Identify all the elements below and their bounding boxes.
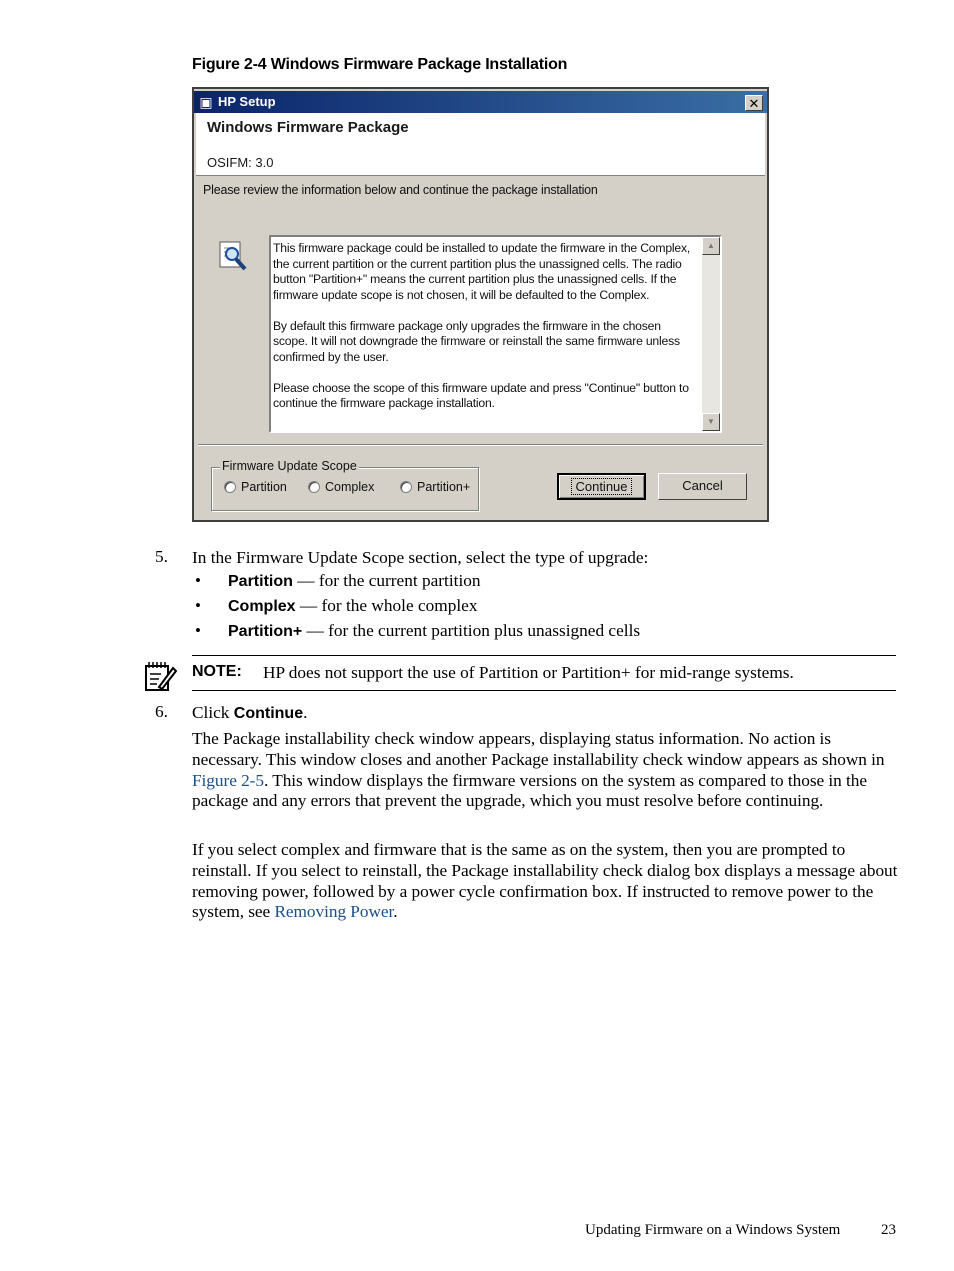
figure-2-5-link[interactable]: Figure 2-5: [192, 770, 264, 790]
radio-partition[interactable]: Partition: [224, 480, 287, 494]
instruction-text: Please review the information below and continue the package installation: [203, 183, 598, 197]
cancel-button[interactable]: Cancel: [658, 473, 747, 500]
info-paragraph: By default this firmware package only upgrades the firmware in the chosen scope. It will not downgrade the firmware or reinstall the same firmware unless confirmed by the user.: [273, 318, 680, 364]
radio-circle-icon[interactable]: [308, 481, 320, 493]
package-title: Windows Firmware Package: [207, 119, 409, 136]
note-top-rule: [192, 655, 896, 656]
info-paragraph: Please choose the scope of this firmware update and press "Continue" button to continue the firmware package installation.: [273, 380, 689, 410]
dialog-header: [196, 113, 765, 176]
step-5-text: In the Firmware Update Scope section, select the type of upgrade:: [192, 548, 649, 567]
note-label: NOTE:: [192, 663, 242, 680]
figure-caption: Figure 2-4 Windows Firmware Package Installation: [192, 56, 568, 73]
continue-button[interactable]: Continue: [557, 473, 646, 500]
setup-app-icon: ▣: [199, 94, 213, 110]
step-number: 5.: [155, 547, 168, 566]
bullet-item: Complex — for the whole complex: [228, 596, 478, 615]
radio-partition-plus[interactable]: Partition+: [400, 480, 470, 494]
bullet-icon: •: [195, 621, 201, 640]
vertical-scrollbar[interactable]: [702, 237, 720, 431]
removing-power-link[interactable]: Removing Power: [274, 902, 394, 922]
step-6-text: Click Continue.: [192, 703, 308, 722]
dialog-titlebar[interactable]: [194, 91, 767, 113]
note-text: HP does not support the use of Partition or Partition+ for mid-range systems.: [263, 663, 794, 682]
close-button[interactable]: ✕: [745, 95, 763, 111]
note-pencil-icon: [143, 660, 177, 692]
bullet-item: Partition+ — for the current partition plus unassigned cells: [228, 621, 641, 640]
info-paragraph: This firmware package could be installed to update the firmware in the Complex, the current partition or the current partition plus the unassigned cells. The radio button "Partition+" means the current partition plus the unassigned cells. If the firmware update scope is not chosen, it will be defaulted to the Complex.: [273, 241, 691, 302]
scroll-up-icon[interactable]: ▲: [702, 237, 720, 255]
footer-title: Updating Firmware on a Windows System: [585, 1222, 841, 1238]
hp-setup-dialog: [192, 87, 769, 522]
bullet-icon: •: [195, 571, 201, 590]
step-number: 6.: [155, 702, 168, 721]
bullet-item: Partition — for the current partition: [228, 571, 481, 590]
info-textbox[interactable]: [269, 235, 722, 433]
radio-complex[interactable]: Complex: [308, 480, 374, 494]
package-version: OSIFM: 3.0: [207, 155, 274, 170]
firmware-update-scope-group: [211, 459, 479, 511]
radio-circle-icon[interactable]: [224, 481, 236, 493]
scroll-down-icon[interactable]: ▼: [702, 413, 720, 431]
dialog-title: HP Setup: [218, 94, 276, 109]
bullet-icon: •: [195, 596, 201, 615]
page-number: 23: [881, 1222, 896, 1238]
step-6-paragraph-1: The Package installability check window appears, displaying status information. No action is necessary. This window closes and another Package installability check window appears as shown in Figure 2-5. This window displays the firmware versions on the system as compared to those in the package and any errors that prevent the upgrade, which you must resolve before continuing.: [192, 729, 885, 811]
scope-legend: Firmware Update Scope: [222, 459, 357, 473]
magnifier-document-icon: [216, 239, 250, 273]
note-bottom-rule: [192, 690, 896, 691]
divider: [198, 444, 763, 446]
radio-circle-icon[interactable]: [400, 481, 412, 493]
step-6-paragraph-2: If you select complex and firmware that is the same as on the system, then you are prompted to reinstall. If you select to reinstall, the Package installability check dialog box displays a message about removing power, followed by a power cycle confirmation box. If instructed to remove power to the system, see Removing Power.: [192, 840, 898, 922]
